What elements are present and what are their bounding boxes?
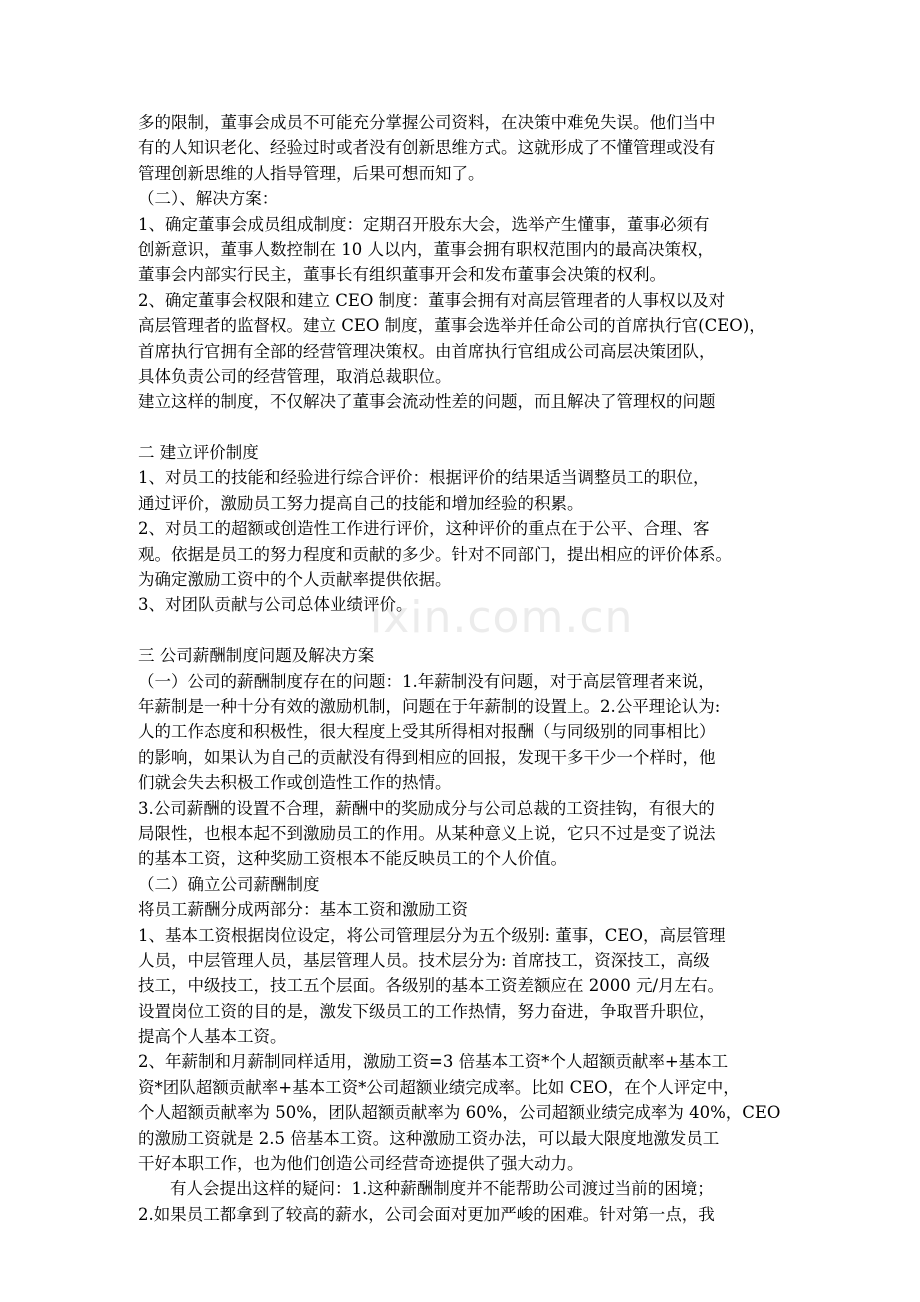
text-line: 人员，中层管理人员，基层管理人员。技术层分为: 首席技工，资深技工，高级 <box>138 950 710 970</box>
text-line: 设置岗位工资的目的是，激发下级员工的工作热情，努力奋进，争取晋升职位， <box>138 1001 716 1021</box>
text-line: 观。依据是员工的努力程度和贡献的多少。针对不同部门，提出相应的评价体系。 <box>138 544 732 564</box>
text-line: 年薪制是一种十分有效的激励机制，问题在于年薪制的设置上。2.公平理论认为: <box>138 696 721 716</box>
blank-line <box>138 618 788 643</box>
document-body <box>138 110 788 1227</box>
text-line: 局限性，也根本起不到激励员工的作用。从某种意义上说，它只不过是变了说法 <box>138 823 716 843</box>
text-line: 具体负责公司的经营管理，取消总裁职位。 <box>138 366 452 386</box>
text-line: 将员工薪酬分成两部分：基本工资和激励工资 <box>138 900 468 920</box>
text-line: 3、对团队贡献与公司总体业绩评价。 <box>138 595 413 615</box>
text-line: 1、基本工资根据岗位设定，将公司管理层分为五个级别: 董事，CEO，高层管理 <box>138 925 726 945</box>
text-line: 为确定激励工资中的个人贡献率提供依据。 <box>138 570 452 590</box>
text-line: 首席执行官拥有全部的经营管理决策权。由首席执行官组成公司高层决策团队， <box>138 341 716 361</box>
text-line: 高层管理者的监督权。建立 CEO 制度，董事会选举并任命公司的首席执行官(CEO)， <box>138 316 766 336</box>
section-heading: 三 公司薪酬制度问题及解决方案 <box>138 646 375 666</box>
text-line: 的激励工资就是 2.5 倍基本工资。这种激励工资办法，可以最大限度地激发员工 <box>138 1128 720 1148</box>
text-line: （一）公司的薪酬制度存在的问题：1.年薪制没有问题，对于高层管理者来说， <box>138 671 715 691</box>
text-line: 个人超额贡献率为 50%，团队超额贡献率为 60%，公司超额业绩完成率为 40%，CEO <box>138 1103 781 1123</box>
text-line: 1、确定董事会成员组成制度：定期召开股东大会，选举产生懂事，董事必须有 <box>138 214 710 234</box>
text-line: 创新意识，董事人数控制在 10 人以内，董事会拥有职权范围内的最高决策权， <box>138 239 714 259</box>
text-line: 1、对员工的技能和经验进行综合评价：根据评价的结果适当调整员工的职位， <box>138 468 710 488</box>
text-line: 有人会提出这样的疑问：1.这种薪酬制度并不能帮助公司渡过当前的困境； <box>170 1179 714 1199</box>
text-line: 干好本职工作，也为他们创造公司经营奇迹提供了强大动力。 <box>138 1154 584 1174</box>
text-line: 董事会内部实行民主，董事长有组织董事开会和发布董事会决策的权利。 <box>138 265 666 285</box>
text-line: 人的工作态度和积极性，很大程度上受其所得相对报酬（与同级别的同事相比） <box>138 722 716 742</box>
text-line: 2、确定董事会权限和建立 CEO 制度：董事会拥有对高层管理者的人事权以及对 <box>138 290 726 310</box>
text-line: 们就会失去积极工作或创造性工作的热情。 <box>138 773 452 793</box>
text-line: 技工，中级技工，技工五个层面。各级别的基本工资差额应在 2000 元/月左右。 <box>138 976 725 996</box>
text-line: 多的限制，董事会成员不可能充分掌握公司资料，在决策中难免失误。他们当中 <box>138 113 716 132</box>
text-line: 通过评价，激励员工努力提高自己的技能和增加经验的积累。 <box>138 493 584 513</box>
text-line: 资*团队超额贡献率+基本工资*公司超额业绩完成率。比如 CEO，在个人评定中， <box>138 1077 740 1097</box>
text-line: 的基本工资，这种奖励工资根本不能反映员工的个人价值。 <box>138 849 567 869</box>
text-line: 3.公司薪酬的设置不合理，薪酬中的奖励成分与公司总裁的工资挂钩，有很大的 <box>138 798 715 818</box>
blank-line <box>138 415 788 440</box>
text-line: 2.如果员工都拿到了较高的薪水，公司会面对更加严峻的困难。针对第一点，我 <box>138 1204 715 1224</box>
text-line: 提高个人基本工资。 <box>138 1027 287 1047</box>
section-heading: （二）、解决方案： <box>138 189 279 209</box>
text-line: 的影响，如果认为自己的贡献没有得到相应的回报，发现干多干少一个样时，他 <box>138 747 716 767</box>
section-heading: 二 建立评价制度 <box>138 443 259 463</box>
text-line: 2、年薪制和月薪制同样适用，激励工资=3 倍基本工资*个人超额贡献率+基本工 <box>138 1052 729 1072</box>
text-line: 2、对员工的超额或创造性工作进行评价，这种评价的重点在于公平、合理、客 <box>138 519 710 539</box>
text-line: 有的人知识老化、经验过时或者没有创新思维方式。这就形成了不懂管理或没有 <box>138 138 716 158</box>
text-line: 管理创新思维的人指导管理，后果可想而知了。 <box>138 163 485 183</box>
text-line: 建立这样的制度，不仅解决了董事会流动性差的问题，而且解决了管理权的问题 <box>138 392 716 412</box>
watermark: ixin.com.cn <box>370 592 634 643</box>
section-heading: （二）确立公司薪酬制度 <box>138 874 320 894</box>
